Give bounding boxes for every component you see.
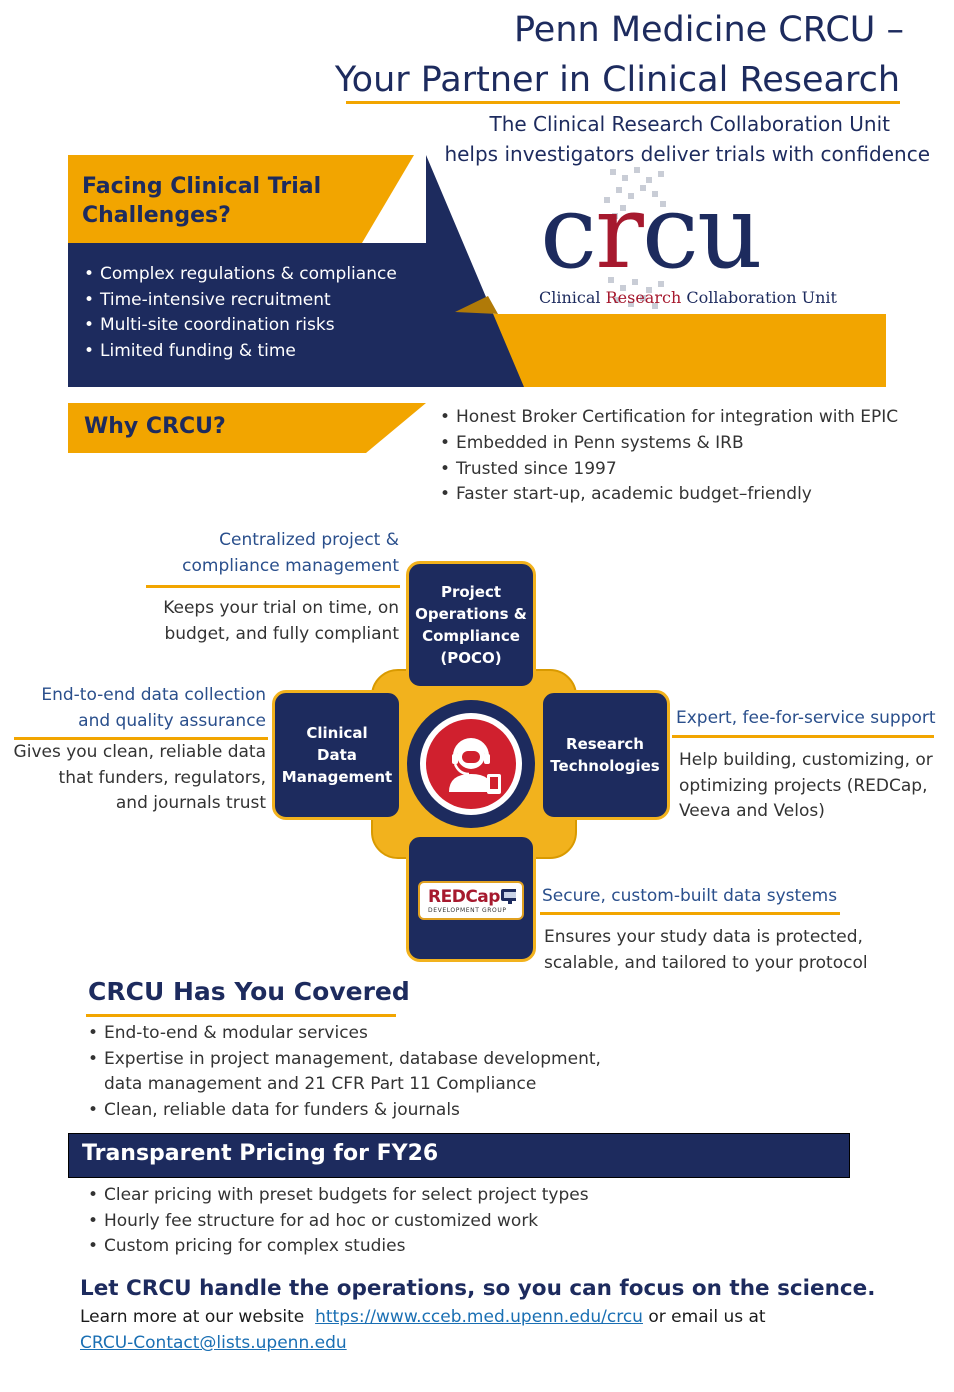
page-title-line2: Your Partner in Clinical Research bbox=[334, 60, 900, 100]
clinical-data-management-node[interactable]: Clinical Data Management bbox=[272, 690, 402, 820]
rt-title: Expert, fee-for-service support bbox=[676, 708, 936, 728]
crcu-logo-wordmark bbox=[540, 173, 761, 292]
list-item: • Expertise in project management, database development, bbox=[86, 1047, 601, 1073]
redcap-title: Secure, custom-built data systems bbox=[542, 886, 838, 906]
support-agent-icon bbox=[405, 698, 537, 830]
challenges-heading-line1: Facing Clinical Trial bbox=[82, 174, 322, 199]
list-item: • Multi-site coordination risks bbox=[82, 313, 397, 339]
redcap-logo-text: REDCap bbox=[428, 887, 500, 907]
redcap-logo bbox=[418, 881, 524, 920]
research-technologies-node[interactable]: Research Technologies bbox=[540, 690, 670, 820]
list-item: • Custom pricing for complex studies bbox=[86, 1234, 589, 1260]
list-item: • Trusted since 1997 bbox=[438, 457, 898, 483]
website-link[interactable]: https://www.cceb.med.upenn.edu/crcu bbox=[315, 1307, 643, 1327]
crcu-logo-tagline: Clinical Research Collaboration Unit bbox=[539, 288, 837, 307]
learn-more-text: Learn more at our website bbox=[80, 1307, 305, 1327]
page-title-line1: Penn Medicine CRCU – bbox=[513, 10, 904, 50]
cdm-title: End-to-end data collection and quality assurance bbox=[41, 685, 266, 731]
challenges-heading bbox=[82, 172, 321, 230]
email-link[interactable]: CRCU-Contact@lists.upenn.edu bbox=[80, 1333, 347, 1353]
footer-contact-line bbox=[80, 1307, 766, 1327]
logo-letter-c: c bbox=[540, 173, 596, 292]
poco-title: Centralized project & compliance management bbox=[182, 530, 399, 576]
poco-node[interactable]: Project Operations & Compliance (POCO) bbox=[406, 561, 536, 689]
list-item: • Complex regulations & compliance bbox=[82, 262, 397, 288]
cdm-description: Gives you clean, reliable data that funders, regulators, and journals trust bbox=[13, 742, 266, 813]
challenges-list bbox=[82, 262, 397, 364]
list-item: • Honest Broker Certification for integration with EPIC bbox=[438, 405, 898, 431]
logo-letters-cu: cu bbox=[641, 173, 761, 292]
covered-heading-underline bbox=[86, 1014, 396, 1017]
pricing-heading: Transparent Pricing for FY26 bbox=[82, 1141, 439, 1166]
list-item: • Time-intensive recruitment bbox=[82, 288, 397, 314]
why-list bbox=[438, 405, 898, 508]
monitor-icon bbox=[500, 888, 516, 906]
list-item-continuation: data management and 21 CFR Part 11 Compliance bbox=[104, 1074, 537, 1094]
list-item: • Hourly fee structure for ad hoc or customized work bbox=[86, 1209, 589, 1235]
redcap-title-underline bbox=[540, 912, 840, 915]
footer-tagline: Let CRCU handle the operations, so you can focus on the science. bbox=[80, 1276, 876, 1301]
pricing-list bbox=[86, 1183, 589, 1260]
list-item: • Clean, reliable data for funders & journals bbox=[86, 1098, 601, 1124]
list-item: • End-to-end & modular services bbox=[86, 1021, 601, 1047]
logo-letter-r: r bbox=[595, 173, 642, 292]
subtitle-line1: The Clinical Research Collaboration Unit bbox=[489, 112, 890, 136]
why-heading: Why CRCU? bbox=[84, 414, 226, 439]
redcap-logo-subtext: DEVELOPMENT GROUP bbox=[428, 907, 507, 914]
covered-list bbox=[86, 1021, 601, 1123]
covered-heading: CRCU Has You Covered bbox=[88, 977, 410, 1006]
poco-description: Keeps your trial on time, on budget, and fully compliant bbox=[163, 598, 399, 644]
redcap-description: Ensures your study data is protected, scalable, and tailored to your protocol bbox=[544, 927, 868, 973]
redcap-node[interactable] bbox=[406, 834, 536, 962]
rt-title-underline bbox=[672, 735, 934, 738]
list-item: • Embedded in Penn systems & IRB bbox=[438, 431, 898, 457]
list-item: • Clear pricing with preset budgets for select project types bbox=[86, 1183, 589, 1209]
or-email-text: or email us at bbox=[648, 1307, 766, 1327]
list-item: • Faster start-up, academic budget–friendly bbox=[438, 482, 898, 508]
list-item: • Limited funding & time bbox=[82, 339, 397, 365]
subtitle-line2: helps investigators deliver trials with confidence bbox=[444, 142, 930, 166]
footer-email-line bbox=[80, 1333, 347, 1353]
rt-description: Help building, customizing, or optimizing projects (REDCap, Veeva and Velos) bbox=[679, 750, 933, 821]
poco-title-underline bbox=[146, 585, 400, 588]
challenges-heading-line2: Challenges? bbox=[82, 203, 231, 228]
